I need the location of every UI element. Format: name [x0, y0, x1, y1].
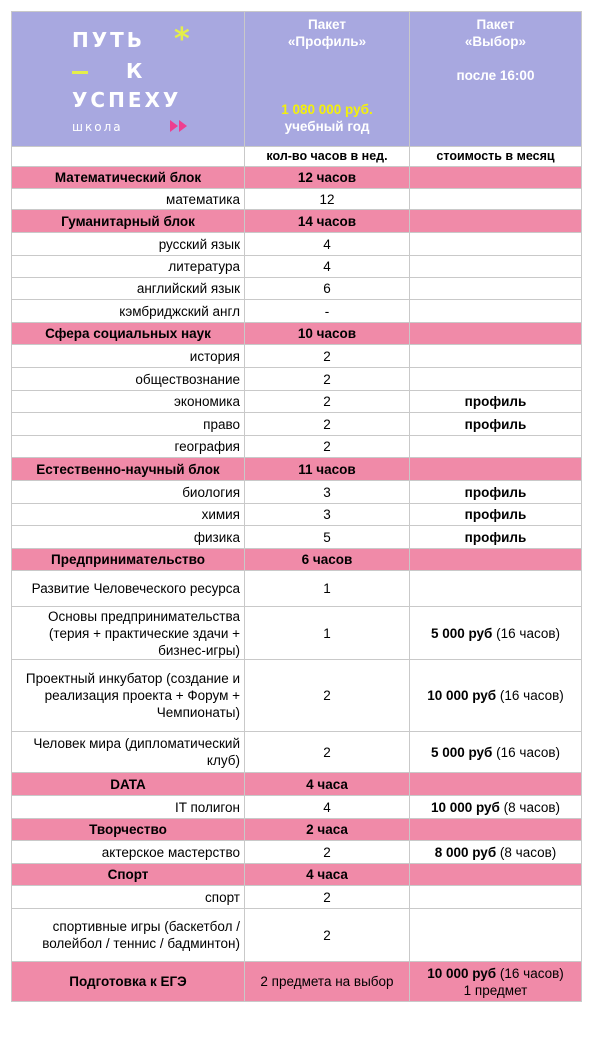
section-row — [12, 962, 582, 1002]
logo-arrow-icon — [170, 120, 178, 132]
table-row — [12, 189, 582, 210]
hours-cell: 2 — [245, 345, 410, 368]
subject-name: Проектный инкубатор (создание и реализация проекта + Форум + Чемпионаты) — [12, 660, 245, 732]
hours-cell: 1 — [245, 607, 410, 660]
section-name: Предпринимательство — [12, 549, 245, 571]
table-row — [12, 233, 582, 256]
subject-name: обществознание — [12, 368, 245, 391]
package-profile-period: учебный год — [284, 119, 370, 134]
cost-cell — [410, 796, 582, 819]
cost-note: (16 часов) — [499, 965, 564, 981]
cost-note: (8 часов) — [503, 799, 561, 815]
hours-cell: 11 часов — [245, 458, 410, 481]
cost-cell — [410, 167, 582, 189]
cost-cell — [410, 189, 582, 210]
cost-cell — [410, 278, 582, 300]
subject-name: математика — [12, 189, 245, 210]
subject-name: спорт — [12, 886, 245, 909]
hours-cell: 2 — [245, 660, 410, 732]
table-row — [12, 345, 582, 368]
table-row — [12, 256, 582, 278]
cost-amount: 8 000 руб — [434, 844, 497, 860]
cost-amount: 10 000 руб — [427, 688, 497, 703]
hours-cell: 14 часов — [245, 210, 410, 233]
package-profile-line1: Пакет — [308, 17, 346, 32]
hours-cell: 6 — [245, 278, 410, 300]
package-choice-header — [410, 12, 582, 147]
logo-dash-icon — [72, 71, 88, 74]
subject-name: экономика — [12, 391, 245, 413]
package-profile-header — [245, 12, 410, 147]
package-choice-name: «Выбор» — [464, 34, 527, 49]
package-choice-line1: Пакет — [476, 17, 515, 32]
cost-cell — [410, 233, 582, 256]
hours-cell: 2 часа — [245, 819, 410, 841]
hours-cell: 4 — [245, 796, 410, 819]
section-row — [12, 167, 582, 189]
cost-cell — [410, 732, 582, 773]
section-row — [12, 458, 582, 481]
table-row — [12, 607, 582, 660]
package-choice-time: после 16:00 — [456, 68, 535, 83]
table-row — [12, 571, 582, 607]
table-row — [12, 368, 582, 391]
package-profile-price: 1 080 000 руб. — [281, 102, 373, 117]
cost-cell — [410, 458, 582, 481]
header-row — [12, 12, 582, 147]
section-name: Спорт — [12, 864, 245, 886]
subject-name: химия — [12, 504, 245, 526]
school-logo-graphic — [12, 12, 245, 146]
hours-cell: 12 часов — [245, 167, 410, 189]
subject-name: биология — [12, 481, 245, 504]
cost-note: (8 часов) — [499, 844, 557, 860]
cost-cell: профиль — [410, 504, 582, 526]
hours-cell: 3 — [245, 504, 410, 526]
section-name: Сфера социальных наук — [12, 323, 245, 345]
subject-name: литература — [12, 256, 245, 278]
cost-cell — [410, 300, 582, 323]
cost-cell — [410, 571, 582, 607]
cost-cell — [410, 864, 582, 886]
logo-word-1: ПУТЬ — [72, 28, 146, 52]
table-row — [12, 504, 582, 526]
cost-cell — [410, 660, 582, 732]
cost-cell — [410, 436, 582, 458]
logo-word-2: К — [126, 59, 143, 83]
section-name: Творчество — [12, 819, 245, 841]
table-row — [12, 391, 582, 413]
table-row — [12, 481, 582, 504]
table-row — [12, 413, 582, 436]
cost-cell — [410, 323, 582, 345]
hours-cell: 10 часов — [245, 323, 410, 345]
cost-cell — [410, 210, 582, 233]
cost-note: (16 часов) — [496, 744, 561, 760]
subject-name: спортивные игры (баскетбол / волейбол / теннис / бадминтон) — [12, 909, 245, 962]
subject-name: русский язык — [12, 233, 245, 256]
hours-cell: 2 — [245, 368, 410, 391]
table-row — [12, 300, 582, 323]
hours-cell: 12 — [245, 189, 410, 210]
cost-cell — [410, 886, 582, 909]
subject-name: Развитие Человеческого ресурса — [12, 571, 245, 607]
hours-cell: 4 — [245, 233, 410, 256]
subject-name: Человек мира (дипломатический клуб) — [12, 732, 245, 773]
cost-cell — [410, 841, 582, 864]
table-row — [12, 886, 582, 909]
price-table-sheet — [11, 11, 581, 1002]
section-row — [12, 819, 582, 841]
table-row — [12, 278, 582, 300]
cost-amount: 10 000 руб — [427, 965, 497, 981]
subject-name: IT полигон — [12, 796, 245, 819]
cost-note: (16 часов) — [499, 688, 564, 703]
cost-amount: 5 000 руб — [430, 625, 493, 641]
hours-cell: 2 — [245, 732, 410, 773]
section-row — [12, 210, 582, 233]
table-row — [12, 732, 582, 773]
table-row — [12, 796, 582, 819]
hours-cell: 1 — [245, 571, 410, 607]
hours-cell: 2 — [245, 886, 410, 909]
cost-cell: профиль — [410, 526, 582, 549]
price-table — [11, 11, 582, 1002]
cost-cell — [410, 773, 582, 796]
section-name: Подготовка к ЕГЭ — [12, 962, 245, 1002]
hours-cell: 2 — [245, 909, 410, 962]
logo-word-4: школа — [72, 120, 123, 134]
table-row — [12, 909, 582, 962]
hours-cell: 4 часа — [245, 864, 410, 886]
cost-note: (16 часов) — [496, 625, 561, 641]
logo-word-3: УСПЕХУ — [72, 88, 182, 112]
subject-name: актерское мастерство — [12, 841, 245, 864]
cost-cell — [410, 549, 582, 571]
cost-cell — [410, 909, 582, 962]
table-row — [12, 841, 582, 864]
section-name: DATA — [12, 773, 245, 796]
table-row — [12, 436, 582, 458]
hours-cell: 2 предмета на выбор — [245, 962, 410, 1002]
subheader-empty — [12, 147, 245, 167]
hours-cell: 2 — [245, 436, 410, 458]
hours-cell: 2 — [245, 391, 410, 413]
hours-cell: 4 — [245, 256, 410, 278]
subject-name: история — [12, 345, 245, 368]
subject-name: география — [12, 436, 245, 458]
logo-star-icon: * — [174, 22, 190, 57]
subject-name: физика — [12, 526, 245, 549]
cost-cell — [410, 607, 582, 660]
section-row — [12, 773, 582, 796]
section-row — [12, 864, 582, 886]
cost-amount: 5 000 руб — [430, 744, 493, 760]
hours-cell: 3 — [245, 481, 410, 504]
subheader-cost: стоимость в месяц — [410, 147, 582, 167]
table-row — [12, 660, 582, 732]
logo-arrow-icon — [179, 120, 187, 132]
hours-cell: 2 — [245, 413, 410, 436]
section-name: Математический блок — [12, 167, 245, 189]
cost-cell — [410, 962, 582, 1002]
subject-name: английский язык — [12, 278, 245, 300]
cost-cell — [410, 256, 582, 278]
subheader-hours: кол-во часов в нед. — [245, 147, 410, 167]
section-name: Гуманитарный блок — [12, 210, 245, 233]
section-name: Естественно-научный блок — [12, 458, 245, 481]
package-profile-name: «Профиль» — [287, 34, 367, 49]
subheader-row — [12, 147, 582, 167]
hours-cell: 2 — [245, 841, 410, 864]
cost-amount: 10 000 руб — [430, 799, 500, 815]
cost-cell — [410, 819, 582, 841]
subject-name: кэмбриджский англ — [12, 300, 245, 323]
table-row — [12, 526, 582, 549]
hours-cell: 5 — [245, 526, 410, 549]
subject-name: право — [12, 413, 245, 436]
section-row — [12, 323, 582, 345]
cost-cell — [410, 368, 582, 391]
section-row — [12, 549, 582, 571]
hours-cell: 6 часов — [245, 549, 410, 571]
cost-cell — [410, 345, 582, 368]
hours-cell: 4 часа — [245, 773, 410, 796]
subject-name: Основы предпринимательства (терия + практические здачи + бизнес-игры) — [12, 607, 245, 660]
cost-line2: 1 предмет — [463, 982, 528, 998]
hours-cell: - — [245, 300, 410, 323]
cost-cell: профиль — [410, 481, 582, 504]
school-logo — [12, 12, 245, 147]
cost-cell: профиль — [410, 391, 582, 413]
cost-cell: профиль — [410, 413, 582, 436]
